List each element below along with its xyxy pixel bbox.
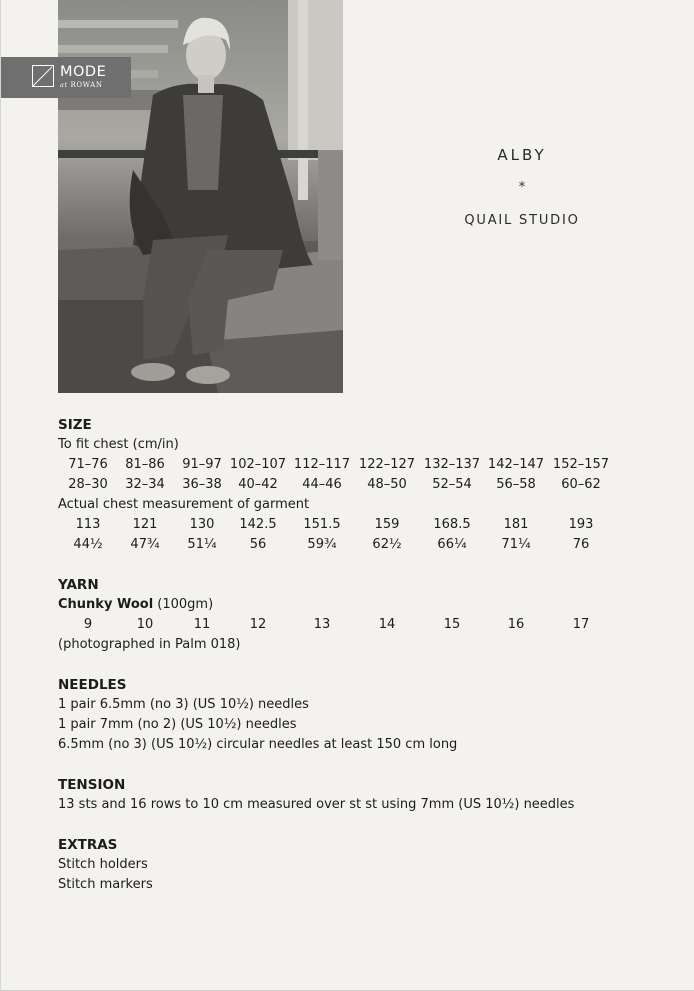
size-cell: 91–97 xyxy=(182,457,222,472)
yarn-amount: 9 xyxy=(83,617,93,632)
size-cell: 71–76 xyxy=(68,457,108,472)
size-cell: 142–147 xyxy=(487,457,545,472)
size-cell: 47¾ xyxy=(130,537,160,552)
size-cell: 193 xyxy=(568,517,594,532)
actual-chest-label: Actual chest measurement of garment xyxy=(58,497,310,512)
size-cell: 56–58 xyxy=(496,477,536,492)
tension-heading: TENSION xyxy=(58,777,126,793)
size-cell: 159 xyxy=(374,517,400,532)
yarn-amount: 10 xyxy=(136,617,154,632)
size-cell: 71¼ xyxy=(501,537,531,552)
yarn-amount: 16 xyxy=(507,617,525,632)
size-cell: 151.5 xyxy=(303,517,341,532)
size-cell: 76 xyxy=(572,537,590,552)
logo-brand: MODE xyxy=(60,64,107,80)
designer-name: QUAIL STUDIO xyxy=(464,213,580,228)
yarn-amount: 14 xyxy=(378,617,396,632)
yarn-name: Chunky Wool xyxy=(58,597,154,612)
size-cell: 102–107 xyxy=(229,457,287,472)
size-cell: 51¼ xyxy=(187,537,217,552)
needle-item: 6.5mm (no 3) (US 10½) circular needles at least 150 cm long xyxy=(58,737,458,752)
size-cell: 113 xyxy=(75,517,101,532)
page-edge xyxy=(0,0,1,991)
yarn-amount: 11 xyxy=(193,617,211,632)
actual-chest-cm-row xyxy=(0,515,694,535)
size-cell: 142.5 xyxy=(239,517,277,532)
size-cell: 52–54 xyxy=(432,477,472,492)
size-cell: 181 xyxy=(503,517,529,532)
size-cell: 59¾ xyxy=(307,537,337,552)
size-cell: 56 xyxy=(249,537,267,552)
size-cell: 112–117 xyxy=(293,457,351,472)
yarn-heading: YARN xyxy=(58,577,99,593)
extras-heading: EXTRAS xyxy=(58,837,118,853)
logo-mark-icon xyxy=(32,65,54,87)
size-cell: 121 xyxy=(132,517,158,532)
size-cell: 60–62 xyxy=(561,477,601,492)
needle-item: 1 pair 7mm (no 2) (US 10½) needles xyxy=(58,717,297,732)
size-cell: 36–38 xyxy=(182,477,222,492)
size-cell: 32–34 xyxy=(125,477,165,492)
size-cell: 28–30 xyxy=(68,477,108,492)
size-cell: 48–50 xyxy=(367,477,407,492)
yarn-amounts-row xyxy=(0,615,694,635)
size-cell: 40–42 xyxy=(238,477,278,492)
size-cell: 168.5 xyxy=(433,517,471,532)
title-separator: * xyxy=(518,180,526,195)
size-cell: 132–137 xyxy=(423,457,481,472)
needle-item: 1 pair 6.5mm (no 3) (US 10½) needles xyxy=(58,697,309,712)
yarn-amount: 15 xyxy=(443,617,461,632)
yarn-weight: (100gm) xyxy=(153,597,214,612)
fit-chest-cm-row xyxy=(0,455,694,475)
fit-chest-label: To fit chest (cm/in) xyxy=(58,437,179,452)
size-cell: 122–127 xyxy=(358,457,416,472)
needles-heading: NEEDLES xyxy=(58,677,127,693)
actual-chest-in-row xyxy=(0,535,694,555)
size-heading: SIZE xyxy=(58,417,92,433)
size-cell: 44½ xyxy=(73,537,103,552)
size-cell: 130 xyxy=(189,517,215,532)
extras-item: Stitch markers xyxy=(58,877,153,892)
fit-chest-in-row xyxy=(0,475,694,495)
size-cell: 81–86 xyxy=(125,457,165,472)
yarn-name-line xyxy=(58,595,213,615)
size-cell: 62½ xyxy=(372,537,402,552)
tension-text: 13 sts and 16 rows to 10 cm measured over st st using 7mm (US 10½) needles xyxy=(58,797,575,812)
logo-sub: at ROWAN xyxy=(60,81,103,89)
yarn-amount: 13 xyxy=(313,617,331,632)
size-cell: 66¼ xyxy=(437,537,467,552)
pattern-title: ALBY xyxy=(497,146,547,164)
yarn-amount: 17 xyxy=(572,617,590,632)
yarn-amount: 12 xyxy=(249,617,267,632)
extras-item: Stitch holders xyxy=(58,857,148,872)
mode-at-rowan-logo xyxy=(1,57,131,98)
size-cell: 152–157 xyxy=(552,457,610,472)
size-cell: 44–46 xyxy=(302,477,342,492)
yarn-photographed-note: (photographed in Palm 018) xyxy=(58,637,241,652)
